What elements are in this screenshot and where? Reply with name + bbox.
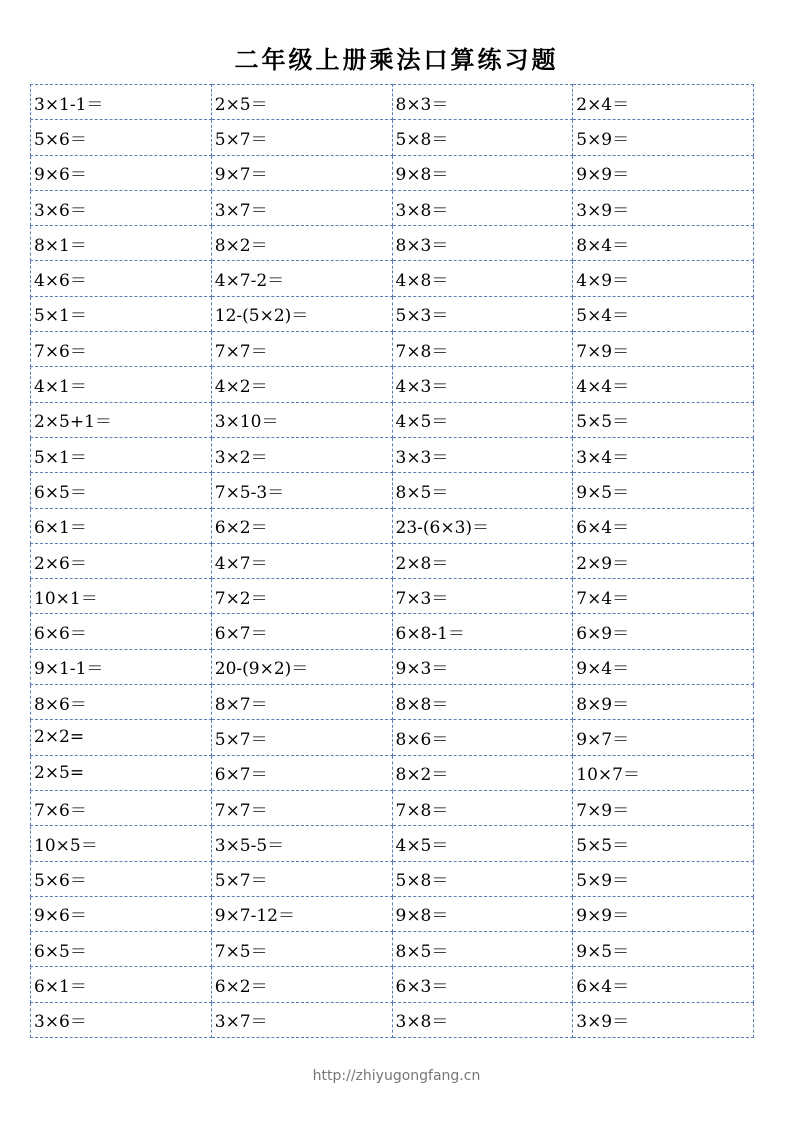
exercise-cell: 9×8＝ (392, 155, 573, 190)
exercise-cell: 4×7-2＝ (211, 261, 392, 296)
exercise-cell: 7×5＝ (211, 932, 392, 967)
exercise-cell: 6×5＝ (31, 932, 212, 967)
exercise-cell: 7×7＝ (211, 790, 392, 825)
exercise-cell: 3×3＝ (392, 437, 573, 472)
exercise-cell: 2×8＝ (392, 543, 573, 578)
exercise-cell: 3×2＝ (211, 437, 392, 472)
table-row (31, 120, 754, 155)
exercise-cell: 5×8＝ (392, 120, 573, 155)
exercise-cell: 7×7＝ (211, 332, 392, 367)
exercise-cell: 7×6＝ (31, 332, 212, 367)
exercise-cell: 6×4＝ (573, 508, 754, 543)
exercise-cell: 5×7＝ (211, 120, 392, 155)
table-row (31, 226, 754, 261)
table-row (31, 367, 754, 402)
exercise-cell: 3×9＝ (573, 190, 754, 225)
exercise-cell: 4×7＝ (211, 543, 392, 578)
exercise-cell: 9×7-12＝ (211, 896, 392, 931)
exercise-cell: 7×9＝ (573, 332, 754, 367)
exercise-cell: 9×4＝ (573, 649, 754, 684)
exercise-cell: 4×1＝ (31, 367, 212, 402)
exercise-cell: 8×2＝ (211, 226, 392, 261)
exercise-cell: 9×7＝ (211, 155, 392, 190)
exercise-cell: 8×3＝ (392, 226, 573, 261)
table-row (31, 402, 754, 437)
exercise-cell: 5×5＝ (573, 402, 754, 437)
exercise-cell: 4×5＝ (392, 826, 573, 861)
table-row (31, 790, 754, 825)
exercise-cell: 6×9＝ (573, 614, 754, 649)
exercise-cell: 5×7＝ (211, 720, 392, 755)
exercise-cell: 5×6＝ (31, 120, 212, 155)
exercise-table (30, 84, 754, 1038)
table-row (31, 190, 754, 225)
table-row (31, 967, 754, 1002)
exercise-cell: 5×1＝ (31, 296, 212, 331)
exercise-cell: 7×8＝ (392, 790, 573, 825)
exercise-cell: 6×5＝ (31, 473, 212, 508)
exercise-cell: 4×6＝ (31, 261, 212, 296)
table-row (31, 720, 754, 755)
exercise-cell: 3×5-5＝ (211, 826, 392, 861)
exercise-cell: 8×3＝ (392, 85, 573, 120)
exercise-cell: 3×10＝ (211, 402, 392, 437)
exercise-cell: 2×4＝ (573, 85, 754, 120)
table-row (31, 437, 754, 472)
exercise-cell: 8×4＝ (573, 226, 754, 261)
table-row (31, 332, 754, 367)
exercise-cell: 8×6＝ (392, 720, 573, 755)
table-row (31, 685, 754, 720)
exercise-cell: 5×9＝ (573, 120, 754, 155)
exercise-cell: 2×9＝ (573, 543, 754, 578)
exercise-cell: 9×1-1＝ (31, 649, 212, 684)
exercise-cell: 2×2= (31, 720, 212, 755)
table-row (31, 296, 754, 331)
exercise-cell: 5×8＝ (392, 861, 573, 896)
exercise-cell: 8×8＝ (392, 685, 573, 720)
exercise-cell: 7×9＝ (573, 790, 754, 825)
exercise-cell: 23-(6×3)＝ (392, 508, 573, 543)
table-row (31, 579, 754, 614)
exercise-cell: 5×7＝ (211, 861, 392, 896)
table-row (31, 896, 754, 931)
table-row (31, 649, 754, 684)
exercise-cell: 6×1＝ (31, 967, 212, 1002)
exercise-cell: 9×9＝ (573, 155, 754, 190)
exercise-cell: 9×8＝ (392, 896, 573, 931)
table-row (31, 473, 754, 508)
table-row (31, 861, 754, 896)
exercise-cell: 7×4＝ (573, 579, 754, 614)
exercise-cell: 7×8＝ (392, 332, 573, 367)
table-row (31, 614, 754, 649)
exercise-cell: 3×7＝ (211, 190, 392, 225)
exercise-cell: 12-(5×2)＝ (211, 296, 392, 331)
exercise-cell: 8×6＝ (31, 685, 212, 720)
exercise-cell: 7×6＝ (31, 790, 212, 825)
table-row (31, 543, 754, 578)
exercise-cell: 2×5= (31, 755, 212, 790)
exercise-cell: 4×8＝ (392, 261, 573, 296)
exercise-cell: 9×6＝ (31, 896, 212, 931)
exercise-cell: 3×8＝ (392, 190, 573, 225)
exercise-cell: 5×1＝ (31, 437, 212, 472)
exercise-cell: 4×2＝ (211, 367, 392, 402)
exercise-cell: 6×6＝ (31, 614, 212, 649)
exercise-cell: 8×5＝ (392, 473, 573, 508)
exercise-cell: 4×4＝ (573, 367, 754, 402)
exercise-cell: 8×2＝ (392, 755, 573, 790)
exercise-cell: 10×7＝ (573, 755, 754, 790)
table-row (31, 85, 754, 120)
exercise-cell: 6×1＝ (31, 508, 212, 543)
table-row (31, 1002, 754, 1037)
exercise-cell: 2×5＝ (211, 85, 392, 120)
exercise-cell: 9×9＝ (573, 896, 754, 931)
exercise-cell: 9×5＝ (573, 473, 754, 508)
exercise-table-body (31, 85, 754, 1038)
exercise-cell: 9×6＝ (31, 155, 212, 190)
table-row (31, 755, 754, 790)
exercise-cell: 5×9＝ (573, 861, 754, 896)
exercise-cell: 7×2＝ (211, 579, 392, 614)
exercise-cell: 2×6＝ (31, 543, 212, 578)
table-row (31, 261, 754, 296)
exercise-cell: 5×6＝ (31, 861, 212, 896)
exercise-cell: 8×1＝ (31, 226, 212, 261)
exercise-cell: 3×4＝ (573, 437, 754, 472)
exercise-cell: 6×7＝ (211, 614, 392, 649)
exercise-cell: 6×8-1＝ (392, 614, 573, 649)
exercise-cell: 5×4＝ (573, 296, 754, 331)
table-row (31, 826, 754, 861)
table-row (31, 508, 754, 543)
exercise-cell: 3×6＝ (31, 190, 212, 225)
exercise-cell: 3×8＝ (392, 1002, 573, 1037)
exercise-cell: 7×5-3＝ (211, 473, 392, 508)
exercise-cell: 4×5＝ (392, 402, 573, 437)
exercise-cell: 10×1＝ (31, 579, 212, 614)
footer-url: http://zhiyugongfang.cn (312, 1068, 481, 1084)
exercise-cell: 5×3＝ (392, 296, 573, 331)
exercise-cell: 3×9＝ (573, 1002, 754, 1037)
exercise-cell: 3×1-1＝ (31, 85, 212, 120)
exercise-cell: 9×7＝ (573, 720, 754, 755)
exercise-cell: 20-(9×2)＝ (211, 649, 392, 684)
exercise-cell: 5×5＝ (573, 826, 754, 861)
exercise-cell: 2×5+1＝ (31, 402, 212, 437)
exercise-cell: 8×5＝ (392, 932, 573, 967)
exercise-cell: 9×3＝ (392, 649, 573, 684)
exercise-cell: 8×7＝ (211, 685, 392, 720)
exercise-cell: 7×3＝ (392, 579, 573, 614)
page-title: 二年级上册乘法口算练习题 (234, 46, 559, 74)
exercise-cell: 6×3＝ (392, 967, 573, 1002)
exercise-cell: 6×4＝ (573, 967, 754, 1002)
exercise-cell: 4×9＝ (573, 261, 754, 296)
exercise-cell: 10×5＝ (31, 826, 212, 861)
exercise-cell: 4×3＝ (392, 367, 573, 402)
exercise-cell: 6×7＝ (211, 755, 392, 790)
exercise-cell: 3×6＝ (31, 1002, 212, 1037)
exercise-cell: 3×7＝ (211, 1002, 392, 1037)
exercise-cell: 8×9＝ (573, 685, 754, 720)
table-row (31, 155, 754, 190)
exercise-cell: 9×5＝ (573, 932, 754, 967)
exercise-cell: 6×2＝ (211, 967, 392, 1002)
exercise-cell: 6×2＝ (211, 508, 392, 543)
table-row (31, 932, 754, 967)
